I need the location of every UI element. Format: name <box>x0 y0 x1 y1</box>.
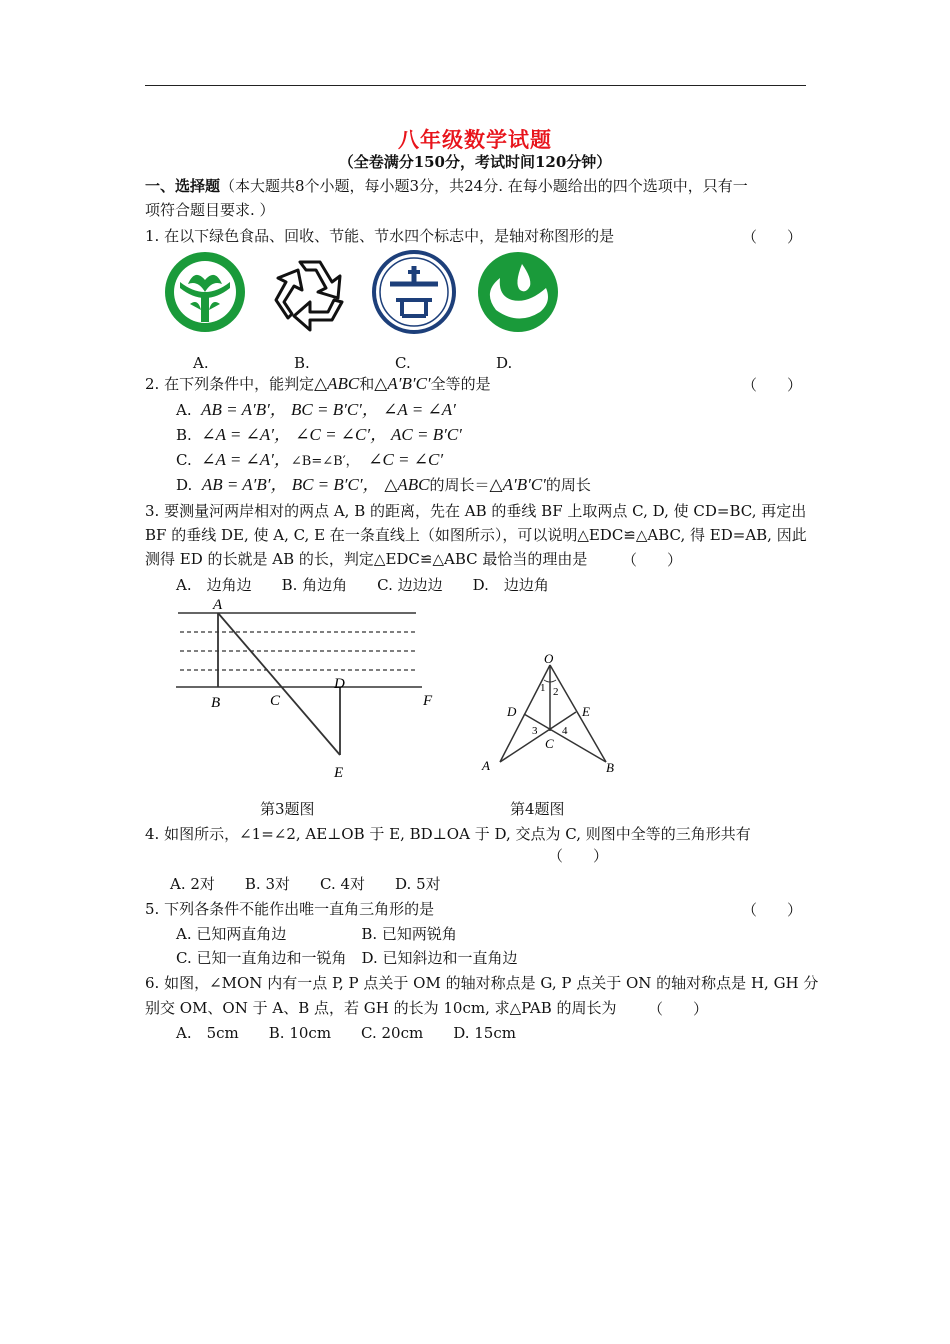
fig4-label-2: 2 <box>553 686 559 698</box>
header-rule <box>145 85 806 86</box>
energy-saving-logo-icon <box>374 252 454 332</box>
q2-stem <box>145 373 491 395</box>
q2-option-c-text-1: ∠A = ∠A′， <box>201 450 291 469</box>
section1-label: 一、选择题 <box>145 177 221 195</box>
q1-option-a: A. <box>193 354 209 372</box>
exam-subtitle: （全卷满分150分，考试时间120分钟） <box>338 153 612 171</box>
q4-options: A. 2对 B. 3对 C. 4对 D. 5对 <box>170 875 441 893</box>
q6-stem-line1: 6. 如图，∠MON 内有一点 P, P 点关于 OM 的轴对称点是 G, P 点关于 ON 的轴对称点是 H, GH 分 <box>145 974 819 992</box>
fig4-label-d: D <box>507 704 517 719</box>
q2-option-b-label: B. <box>176 426 192 444</box>
q3-stem-line1: 3. 要测量河两岸相对的两点 A, B 的距离，先在 AB 的垂线 BF 上取两点 C, D, 使 CD=BC, 再定出 <box>145 502 807 520</box>
fig4-label-c: C <box>545 736 554 751</box>
q2-answer-paren: （ ） <box>742 376 803 394</box>
fig3-label-d: D <box>334 676 345 692</box>
q2-option-b <box>176 424 462 446</box>
q2-triangle-2: △A′B′C′ <box>374 374 431 393</box>
fig4-caption: 第4题图 <box>510 800 565 818</box>
fig4-label-b: B <box>606 760 614 775</box>
q6-options: A. 5cm B. 10cm C. 20cm D. 15cm <box>176 1024 516 1042</box>
fig3-label-a: A <box>213 597 223 613</box>
q2-option-d-text-4: △A′B′C′ <box>489 475 546 494</box>
q2-triangle-1: △ABC <box>314 374 360 393</box>
q2-option-c-text-2: ∠B=∠B′， <box>290 454 359 469</box>
q2-option-a <box>176 399 456 421</box>
fig3-label-c: C <box>270 693 281 709</box>
section1-intro-line1 <box>145 175 748 197</box>
fig3-label-b: B <box>211 695 221 711</box>
exam-title: 八年级数学试题 <box>398 127 552 152</box>
q2-stem-and: 和 <box>359 375 375 393</box>
q2-option-d-text-2: △ABC <box>384 475 430 494</box>
fig3-label-e: E <box>334 765 344 781</box>
q3-options: A. 边角边 B. 角边角 C. 边边边 D. 边边角 <box>176 576 549 594</box>
water-saving-logo-icon <box>478 252 558 332</box>
q3-stem-line2: BF 的垂线 DE, 使 A, C, E 在一条直线上（如图所示），可以说明△EDC≌△ABC, 得 ED=AB, 因此 <box>145 526 807 544</box>
fig4-label-a: A <box>482 758 490 773</box>
q1-stem: 1. 在以下绿色食品、回收、节能、节水四个标志中，是轴对称图形的是 <box>145 227 615 245</box>
q5-answer-paren: （ ） <box>742 901 803 919</box>
q1-option-d: D. <box>496 354 513 372</box>
q2-stem-pre: 2. 在下列条件中，能判定 <box>145 375 315 393</box>
fig4-label-1: 1 <box>540 682 546 694</box>
q1-answer-paren: （ ） <box>742 228 803 246</box>
q5-options-ab: A. 已知两直角边 B. 已知两锐角 <box>176 925 457 943</box>
q1-option-c: C. <box>395 354 411 372</box>
q2-option-a-label: A. <box>176 401 192 419</box>
q6-answer-paren: （ ） <box>648 1000 709 1018</box>
section1-intro-line2: 项符合题目要求. ） <box>145 201 275 219</box>
q2-option-d-label: D. <box>176 476 193 494</box>
q3-stem-line3: 测得 ED 的长就是 AB 的长，判定△EDC≌△ABC 最恰当的理由是 <box>145 550 588 568</box>
q5-stem: 5. 下列各条件不能作出唯一直角三角形的是 <box>145 900 435 918</box>
fig4-label-3: 3 <box>532 725 538 737</box>
q1-option-b: B. <box>294 354 310 372</box>
fig4-label-e: E <box>582 704 590 719</box>
q1-logos <box>160 248 570 338</box>
q2-option-b-text: ∠A = ∠A′， ∠C = ∠C′， AC = B′C′ <box>201 425 462 444</box>
recycle-logo-icon <box>276 262 342 330</box>
q4-stem: 4. 如图所示，∠1=∠2, AE⊥OB 于 E, BD⊥OA 于 D, 交点为 C, 则图中全等的三角形共有 <box>145 825 751 843</box>
section1-intro-text: （本大题共8个小题，每小题3分，共24分. 在每小题给出的四个选项中，只有一 <box>220 177 748 195</box>
q2-option-c-text-3: ∠C = ∠C′ <box>368 450 444 469</box>
q4-answer-paren: （ ） <box>548 847 609 865</box>
q2-option-d-text-3: 的周长＝ <box>429 476 490 494</box>
green-food-logo-icon <box>165 252 245 332</box>
fig4-label-4: 4 <box>562 725 568 737</box>
figure-3 <box>170 595 445 785</box>
fig3-label-f: F <box>423 693 433 709</box>
q2-option-c-label: C. <box>176 451 192 469</box>
q2-option-c <box>176 449 443 473</box>
q3-answer-paren: （ ） <box>622 551 683 569</box>
q2-option-d <box>176 474 591 496</box>
q2-option-d-text-5: 的周长 <box>545 476 591 494</box>
q2-option-d-text-1: AB = A′B′， BC = B′C′， <box>201 475 380 494</box>
q2-option-a-text: AB = A′B′， BC = B′C′， ∠A = ∠A′ <box>201 400 456 419</box>
q5-options-cd: C. 已知一直角边和一锐角 D. 已知斜边和一直角边 <box>176 949 518 967</box>
q6-stem-line2: 别交 OM、ON 于 A、B 点，若 GH 的长为 10cm, 求△PAB 的周长为 <box>145 999 617 1017</box>
fig3-caption: 第3题图 <box>260 800 315 818</box>
fig4-label-o: O <box>544 651 554 666</box>
figure-4 <box>478 650 623 780</box>
q2-stem-post: 全等的是 <box>430 375 491 393</box>
